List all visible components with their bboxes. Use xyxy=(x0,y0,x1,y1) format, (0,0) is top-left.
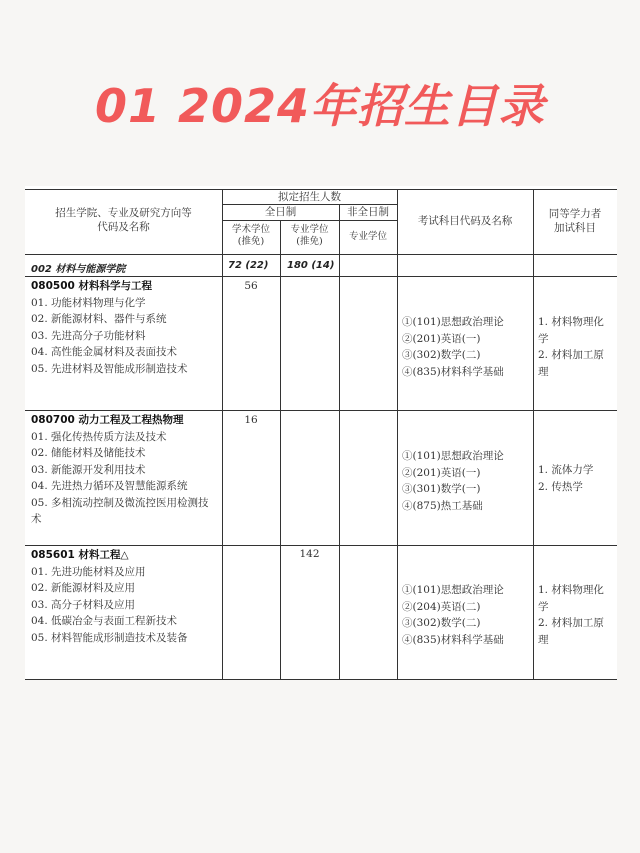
direction-item: 05. 多相流动控制及微流控医用检测技 xyxy=(31,496,209,509)
direction-item: 03. 高分子材料及应用 xyxy=(31,598,136,611)
major1-row-border xyxy=(25,410,617,411)
direction-item: 01. 强化传热传质方法及技术 xyxy=(31,430,167,443)
direction-item: 04. 先进热力循环及智慧能源系统 xyxy=(31,480,188,492)
header-parttime-professional: 专业学位 xyxy=(348,231,387,242)
exam-item: ④(835)材料科学基础 xyxy=(402,633,504,646)
extra-item: 2. 传热学 xyxy=(538,480,583,493)
extra-subjects xyxy=(538,582,604,648)
direction-item: 01. 功能材料物理与化学 xyxy=(31,296,146,309)
major2-row-border xyxy=(25,545,617,546)
major-title: 085601 材料工程△ xyxy=(31,549,129,561)
exam-item: ①(101)思想政治理论 xyxy=(402,450,504,462)
direction-item: 03. 新能源开发利用技术 xyxy=(31,463,146,476)
extra-item: 学 xyxy=(538,600,549,613)
header-academic: 学术学位 (推免) xyxy=(231,224,270,247)
page-title: 01 2024年招生目录 xyxy=(94,79,546,133)
exam-subjects xyxy=(402,448,504,514)
col-divider-3 xyxy=(339,204,340,679)
header-program: 招生学院、专业及研究方向等 代码及名称 xyxy=(55,207,192,233)
direction-item: 05. 先进材料及智能成形制造技术 xyxy=(31,362,188,375)
extra-item: 1. 流体力学 xyxy=(538,464,594,476)
direction-item: 04. 高性能金属材料及表面技术 xyxy=(31,346,178,358)
header-professional: 专业学位 (推免) xyxy=(290,224,329,247)
direction-item: 02. 新能源材料及应用 xyxy=(31,582,136,594)
exam-item: ②(201)英语(一) xyxy=(402,466,481,479)
major-title: 080500 材料科学与工程 xyxy=(31,280,152,292)
extra-subjects xyxy=(538,462,593,495)
major-block xyxy=(31,278,221,377)
exam-item: ①(101)思想政治理论 xyxy=(402,316,504,328)
exam-item: ③(302)数学(二) xyxy=(402,349,481,361)
exam-item: ③(301)数学(一) xyxy=(402,483,481,495)
header-bottom-border xyxy=(25,254,617,255)
admission-catalog-table xyxy=(25,186,617,680)
direction-item: 02. 储能材料及储能技术 xyxy=(31,447,146,459)
exam-subjects xyxy=(402,582,504,648)
header-exam: 考试科目代码及名称 xyxy=(417,215,513,227)
college-professional-total: 180 (14) xyxy=(287,260,335,271)
professional-quota: 142 xyxy=(299,548,320,560)
table-bottom-border xyxy=(25,679,617,680)
major-block xyxy=(31,412,221,528)
major-title: 080700 动力工程及工程热物理 xyxy=(31,414,184,426)
exam-item: ④(875)热工基础 xyxy=(402,499,483,512)
exam-item: ②(204)英语(二) xyxy=(402,600,481,613)
extra-subjects xyxy=(538,314,604,380)
exam-item: ③(302)数学(二) xyxy=(402,617,481,629)
exam-item: ④(835)材料科学基础 xyxy=(402,365,504,378)
extra-item: 理 xyxy=(538,633,549,646)
academic-quota: 56 xyxy=(244,280,258,292)
direction-item: 05. 材料智能成形制造技术及装备 xyxy=(31,631,188,644)
header-fulltime: 全日制 xyxy=(264,206,297,218)
exam-subjects xyxy=(402,314,504,380)
extra-item: 理 xyxy=(538,365,549,378)
extra-item: 1. 材料物理化 xyxy=(538,316,604,328)
exam-item: ②(201)英语(一) xyxy=(402,332,481,345)
direction-item: 02. 新能源材料、器件与系统 xyxy=(31,313,167,325)
college-name: 002 材料与能源学院 xyxy=(31,264,126,275)
header-planned: 拟定招生人数 xyxy=(278,191,341,203)
direction-item: 01. 先进功能材料及应用 xyxy=(31,565,146,578)
extra-item: 1. 材料物理化 xyxy=(538,584,604,596)
header-parttime: 非全日制 xyxy=(347,206,389,218)
col-divider-4 xyxy=(397,189,398,679)
col-divider-2 xyxy=(280,220,281,679)
direction-item: 术 xyxy=(31,513,42,525)
direction-item: 04. 低碳冶金与表面工程新技术 xyxy=(31,615,178,627)
exam-item: ①(101)思想政治理论 xyxy=(402,584,504,596)
header-extra: 同等学力者 加试科目 xyxy=(548,208,602,234)
col-divider-1 xyxy=(222,189,223,679)
college-academic-total: 72 (22) xyxy=(228,260,269,271)
extra-item: 学 xyxy=(538,332,549,345)
major-block xyxy=(31,547,221,646)
extra-item: 2. 材料加工原 xyxy=(538,349,604,361)
extra-item: 2. 材料加工原 xyxy=(538,617,604,629)
direction-item: 03. 先进高分子功能材料 xyxy=(31,329,146,342)
col-divider-5 xyxy=(533,189,534,679)
fulltime-divider xyxy=(222,220,397,221)
college-row-border xyxy=(25,276,617,277)
academic-quota: 16 xyxy=(244,414,258,426)
